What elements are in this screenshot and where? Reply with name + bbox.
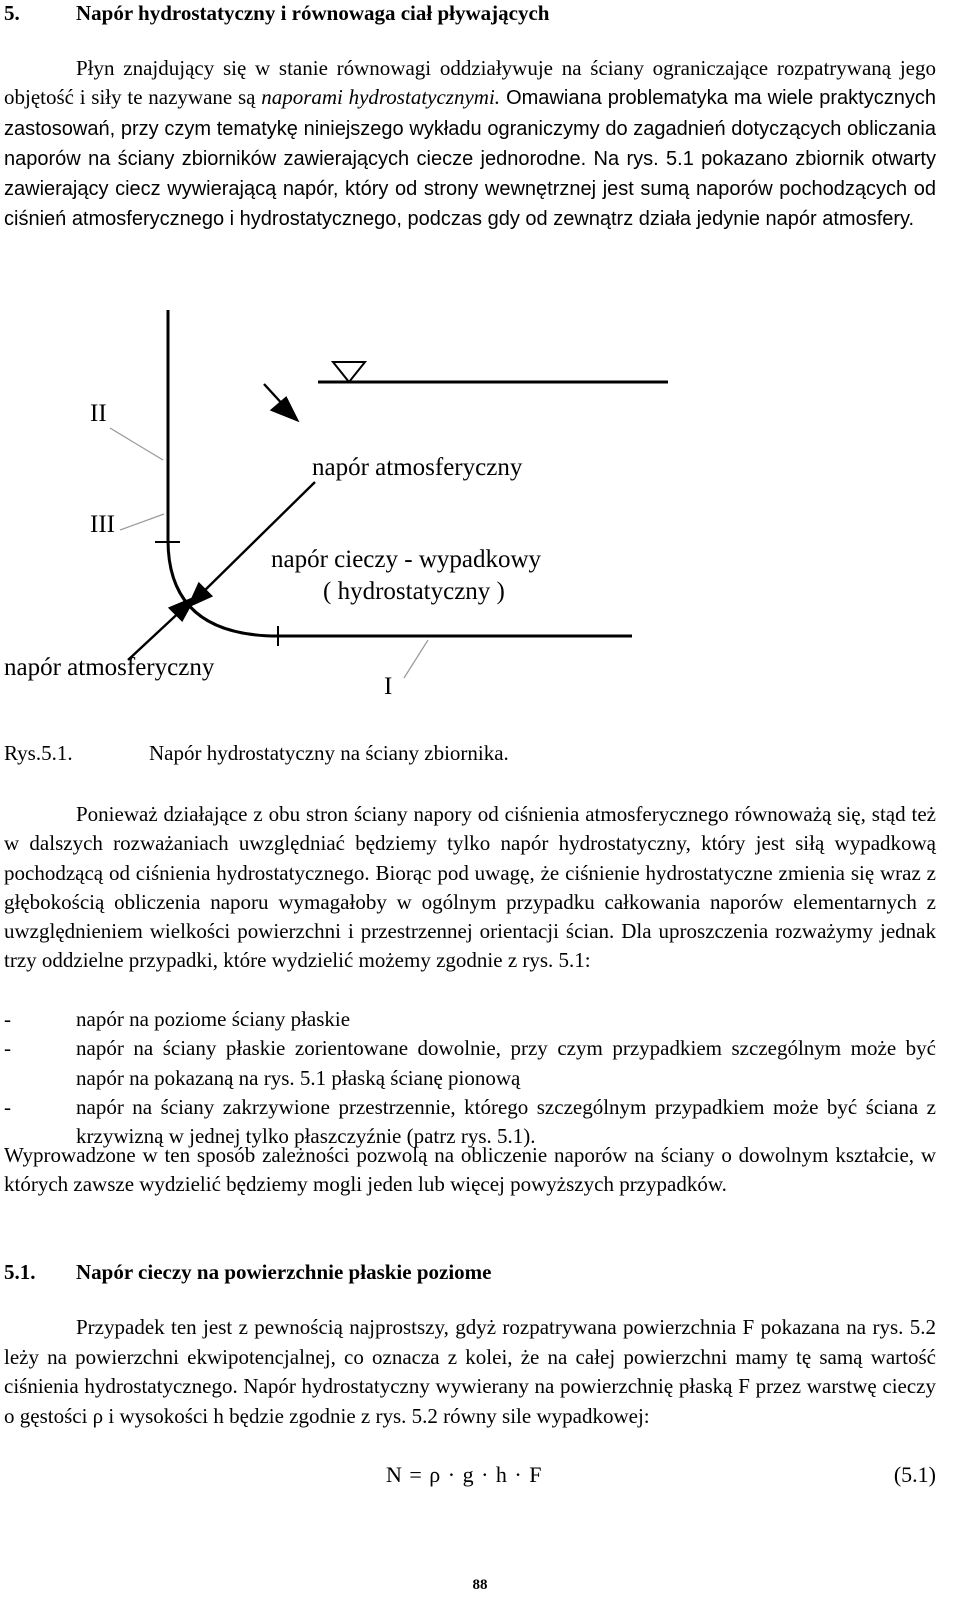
cases-list	[4, 1005, 936, 1151]
tank-curved-wall	[168, 540, 278, 636]
intro-emphasis: naporami hydrostatycznymi.	[261, 85, 501, 110]
tank-figure	[0, 300, 960, 720]
equation-5-1	[4, 1462, 936, 1494]
figure-caption	[4, 740, 509, 766]
subsection-paragraph	[4, 1313, 936, 1431]
label-atmospheric-bottom: napór atmosferyczny	[4, 654, 215, 681]
body-paragraph-2-text: Wyprowadzone w ten sposób zależności pozwolą na obliczenie naporów na ściany o dowolnym kształcie, w których zawsze wydzielić będziemy mogli jeden lub więcej powyższych przypadków.	[4, 1143, 936, 1197]
label-hydrostatic: ( hydrostatyczny )	[323, 578, 505, 605]
body-paragraph-2	[4, 1141, 936, 1200]
label-atmospheric-top: napór atmosferyczny	[312, 454, 523, 481]
atmospheric-arrowhead-up-icon	[272, 398, 297, 420]
water-level-marker-icon	[333, 362, 365, 382]
leader-line-III	[120, 514, 164, 530]
body-paragraph-1-text: Ponieważ działające z obu stron ściany napory od ciśnienia atmosferycznego równoważą się, stąd też w dalszych rozważaniach uwzględniać będziemy tylko napór hydrostatyczny, który jest siłą wypadkową pochodzącą od ciśnienia hydrostatycznego. Biorąc pod uwagę, że ciśnienie hydrostatyczne zmienia się wraz z głębokością obliczenia naporu wymagałoby w ogólnym przypadku całkowania naporów elementarnych z uwzględnieniem wielkości powierzchni i przestrzennej orientacji ścian. Dla uproszczenia rozważymy jednak trzy oddzielne przypadki, które wydzielić możemy zgodnie z rys. 5.1:	[4, 802, 936, 973]
caption-text: Napór hydrostatyczny na ściany zbiornika.	[149, 741, 509, 765]
subsection-title: Napór cieczy na powierzchnie płaskie poziome	[76, 1260, 492, 1284]
label-III: III	[90, 511, 115, 538]
page-number: 88	[472, 1577, 488, 1593]
section-heading	[4, 0, 549, 26]
subsection-number: 5.1.	[4, 1260, 36, 1284]
section-number: 5.	[4, 1, 20, 25]
subsection-paragraph-text: Przypadek ten jest z pewnością najprostszy, gdyż rozpatrywana powierzchnia F pokazana na rys. 5.2 leży na powierzchni ekwipotencjalnej, co oznacza z kolei, że na całej powierzchni mamy tę samą wartość ciśnienia hydrostatycznego. Napór hydrostatyczny wywierany na powierzchnię płaską F przez warstwę cieczy o gęstości ρ i wysokości h będzie zgodnie z rys. 5.2 równy sile wypadkowej:	[4, 1315, 936, 1428]
intro-text-b: Omawiana problematyka ma wiele praktycznych zastosowań, przy czym tematykę niniejszego wykładu ograniczymy do zagadnień dotyczących obliczania naporów na ściany zbiorników zawierających ciecze jednorodne. Na rys. 5.1 pokazano zbiornik otwarty zawierający ciecz wywierającą napór, który od strony wewnętrznej jest sumą naporów pochodzących od ciśnień atmosferycznego i hydrostatycznego, podczas gdy od zewnątrz działa jedynie napór atmosfery.	[4, 87, 936, 231]
leader-line-II	[110, 428, 163, 460]
subsection-heading	[4, 1259, 491, 1285]
body-paragraph-1	[4, 800, 936, 976]
list-item: - napór na ściany płaskie zorientowane dowolnie, przy czym przypadkiem szczególnym może być napór na pokazaną na rys. 5.1 płaską ścianę pionową	[4, 1036, 936, 1090]
caption-label: Rys.5.1.	[4, 741, 73, 765]
liquid-pressure-arrow	[197, 482, 315, 598]
equation-number: (5.1)	[893, 1462, 936, 1487]
label-liquid-pressure: napór cieczy - wypadkowy	[271, 546, 542, 573]
leader-line-I	[404, 640, 428, 678]
intro-text-a: Płyn znajdujący się w stanie równowagi oddziaływuje na ściany ograniczające rozpatrywaną jego objętość i siły te nazywane są	[4, 56, 936, 110]
list-item: - napór na poziome ściany płaskie	[4, 1007, 351, 1031]
label-I: I	[384, 673, 393, 700]
list-item: - napór na ściany zakrzywione przestrzennie, którego szczególnym przypadkiem może być ściana z krzywizną w jednej tylko płaszczyźnie (patrz rys. 5.1).	[4, 1094, 936, 1149]
equation-expression: N = ρ · g · h · F	[386, 1462, 543, 1487]
section-title: Napór hydrostatyczny i równowaga ciał pływających	[76, 1, 550, 25]
intro-paragraph	[4, 54, 936, 235]
label-II: II	[90, 400, 107, 427]
